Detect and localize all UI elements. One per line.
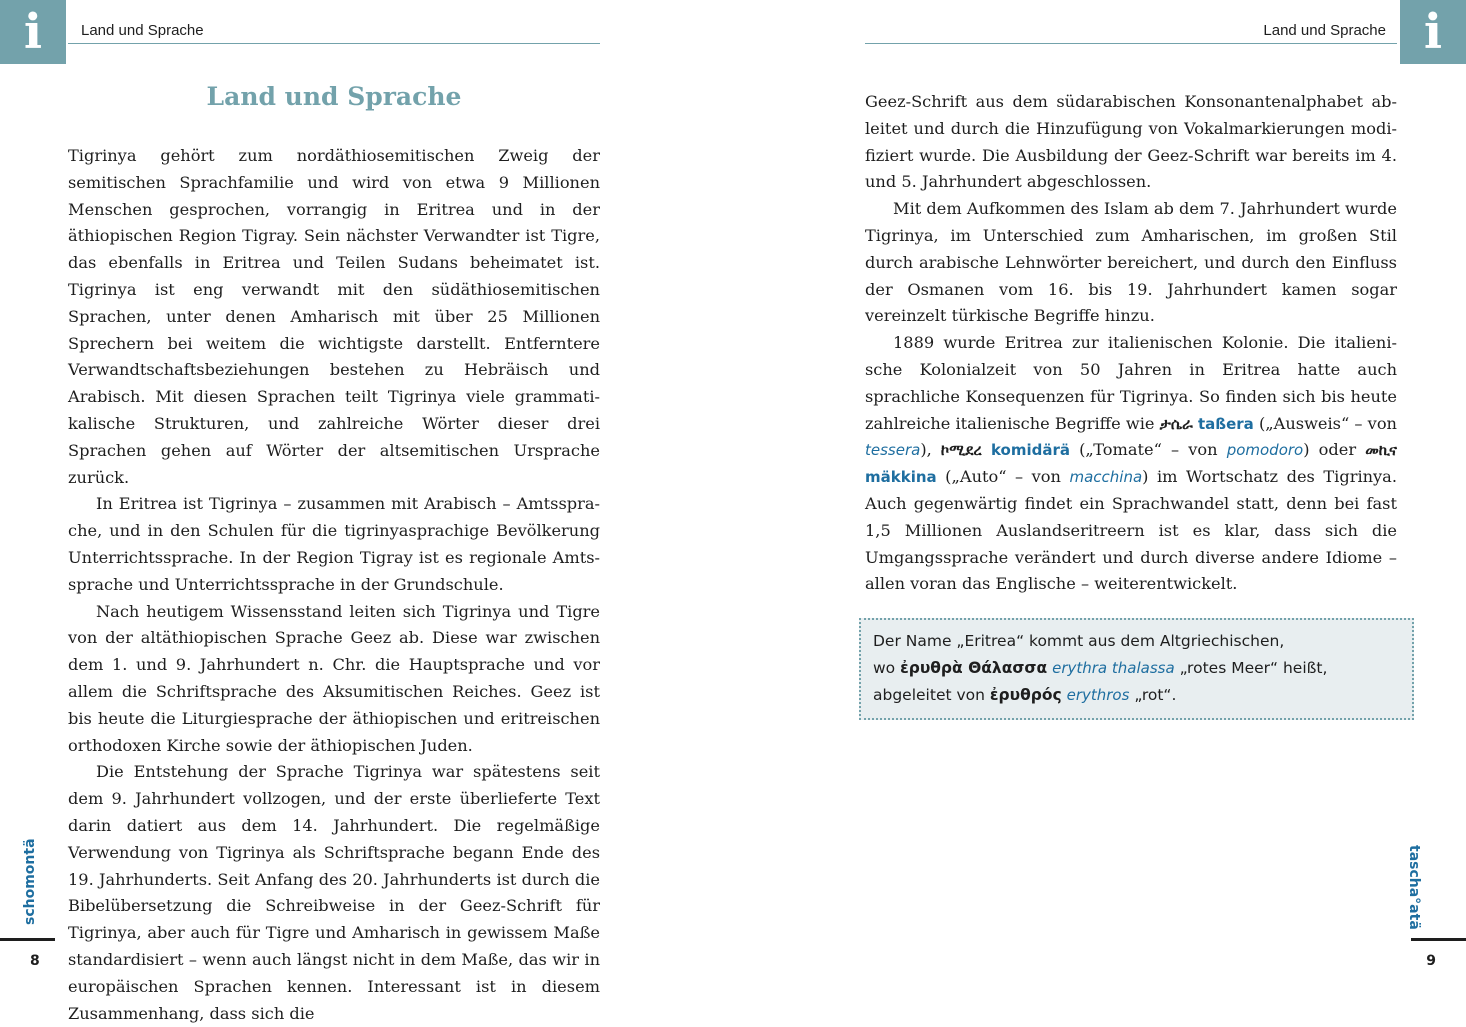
page-number: 8 bbox=[30, 953, 40, 969]
running-head: Land und Sprache bbox=[81, 22, 204, 39]
paragraph: Tigrinya gehört zum nordäthiosemitischen Zweig der semitischen Sprachfamilie und wird von etwa 9 Millionen Menschen gesprochen, vorrangig in Eritrea und in der äthiopischen Region Tigray. Sein nächster Verwandter ist Tigre, das ebenfalls in Eritrea und Teilen Sudans beheimatet ist. Tigrinya ist eng verwandt mit den südäthiosemitischen Sprachen, unter denen Amharisch mit über 25 Millionen Sprechern bei weitem die wichtigste darstellt. Entferntere Verwandtschaftsbeziehungen bestehen zu Hebräisch und Arabisch. Mit diesen Sprachen teilt Tigrinya viele grammatikalische Strukturen, und zahlreiche Wörter dieser drei Sprachen gehen auf Wörter der altsemitischen Ursprache zurück. bbox=[68, 146, 600, 487]
text-run: („Auto“ – von bbox=[936, 467, 1070, 487]
transliteration: erythros bbox=[1066, 686, 1130, 704]
tigrinya-word: ኮሚደረ bbox=[940, 441, 982, 460]
info-box-line: Der Name „Eritrea“ kommt aus dem Altgriechischen, bbox=[873, 632, 1285, 650]
info-box-line bbox=[873, 655, 1400, 682]
footer-rule bbox=[1411, 938, 1466, 941]
side-label: schomontä bbox=[22, 838, 38, 925]
greek-term: ἐρυθρὰ Θάλασσα bbox=[900, 659, 1048, 677]
transliteration: komidärä bbox=[990, 441, 1070, 460]
page-number: 9 bbox=[1426, 953, 1436, 969]
left-page bbox=[0, 0, 733, 1023]
source-word: tessera bbox=[865, 441, 921, 460]
text-run: 1889 wurde Eritrea zur italienischen Kolonie. Die italienische Kolonialzeit von 50 Jahren in Eritrea hatte auch sprachliche Konsequenzen für Tigrinya. So finden sich bis heute zahlreiche italienische Begriffe wie bbox=[865, 333, 1397, 433]
footer-rule bbox=[0, 938, 55, 941]
text-run: ) oder bbox=[1303, 440, 1366, 460]
text-run: ) im Wortschatz des Tigrinya. Auch gegenwärtig findet ein Sprachwandel statt, denn bei fast 1,5 Millionen Auslandseritreern ist es klar, dass sich die Umgangssprache verändert und durch diverse andere Idiome – allen voran das Englische – weiterentwickelt. bbox=[865, 467, 1397, 594]
paragraph: Geez-Schrift aus dem südarabischen Konsonantenalphabet ableitet und durch die Hinzufügung von Vokalmarkierungen modifiziert wurde. Die Ausbildung der Geez-Schrift war bereits im 4. und 5. Jahrhundert abgeschlossen. bbox=[865, 92, 1397, 192]
info-icon: i bbox=[0, 0, 66, 64]
text-run: „rot“. bbox=[1129, 686, 1177, 704]
running-head: Land und Sprache bbox=[1263, 22, 1386, 39]
info-box-line bbox=[873, 682, 1400, 709]
paragraph: Nach heutigem Wissensstand leiten sich Tigrinya und Tigre von der altäthiopischen Sprache Geez ab. Diese war zwischen dem 1. und 9. Jahrhundert n. Chr. die Hauptsprache und vor allem die Schriftsprache des Aksumitischen Reiches. Geez ist bis heute die Liturgiesprache der äthiopischen und eritreischen orthodoxen Kirche sowie der äthiopischen Juden. bbox=[68, 601, 600, 755]
side-label: tascha°atä bbox=[1406, 845, 1422, 930]
greek-term: ἐρυθρός bbox=[989, 686, 1062, 704]
info-icon: i bbox=[1400, 0, 1466, 64]
text-run: ), bbox=[920, 440, 941, 460]
body-text bbox=[68, 143, 600, 1027]
chapter-title: Land und Sprache bbox=[206, 82, 462, 111]
header-rule bbox=[865, 43, 1397, 44]
body-text bbox=[865, 89, 1397, 598]
info-box bbox=[859, 618, 1414, 720]
text-run: wo bbox=[873, 659, 901, 677]
text-run: abgeleitet von bbox=[873, 686, 990, 704]
paragraph: In Eritrea ist Tigrinya – zusammen mit Arabisch – Amtssprache, und in den Schulen für die tigrinyasprachige Bevölkerung Unterrichtssprache. In der Region Tigray ist es regionale Amtssprache und Unterrichtssprache in der Grundschule. bbox=[68, 494, 600, 594]
source-word: pomodoro bbox=[1226, 441, 1304, 460]
paragraph: Mit dem Aufkommen des Islam ab dem 7. Jahrhundert wurde Tigrinya, im Unterschied zum Amharischen, im großen Stil durch arabische Lehnwörter bereichert, und durch den Einfluss der Osmanen vom 16. bis 19. Jahrhundert kamen sogar vereinzelt türkische Begriffe hinzu. bbox=[865, 199, 1397, 326]
transliteration: taßera bbox=[1198, 414, 1254, 433]
right-page bbox=[733, 0, 1466, 1000]
paragraph bbox=[865, 330, 1397, 598]
transliteration: mäkkina bbox=[865, 468, 937, 487]
text-run: „rotes Meer“ heißt, bbox=[1174, 659, 1328, 677]
source-word: macchina bbox=[1069, 468, 1143, 487]
header-rule bbox=[68, 43, 600, 44]
transliteration: erythra thalassa bbox=[1052, 659, 1175, 677]
paragraph: Die Entstehung der Sprache Tigrinya war spätestens seit dem 9. Jahrhundert vollzogen, und der erste überlieferte Text darin datiert aus dem 14. Jahrhundert. Die regelmäßige Verwendung von Tigrinya als Schriftsprache begann Ende des 19. Jahrhunderts. Seit Anfang des 20. Jahrhunderts ist durch die Bibelübersetzung die Schreibweise in der Geez-Schrift für Tigrinya, aber auch für Tigre und Amharisch in gewissem Maße standardisiert – wenn auch längst nicht in dem Maße, das wir in europäischen Sprachen kennen. Interessant ist in diesem Zusammenhang, dass sich die bbox=[68, 762, 600, 1023]
text-run: („Ausweis“ – von bbox=[1253, 413, 1397, 433]
text-run: („Tomate“ – von bbox=[1069, 440, 1227, 460]
tigrinya-word: ታሴራ bbox=[1159, 414, 1193, 433]
tigrinya-word: መኪና bbox=[1365, 441, 1397, 460]
